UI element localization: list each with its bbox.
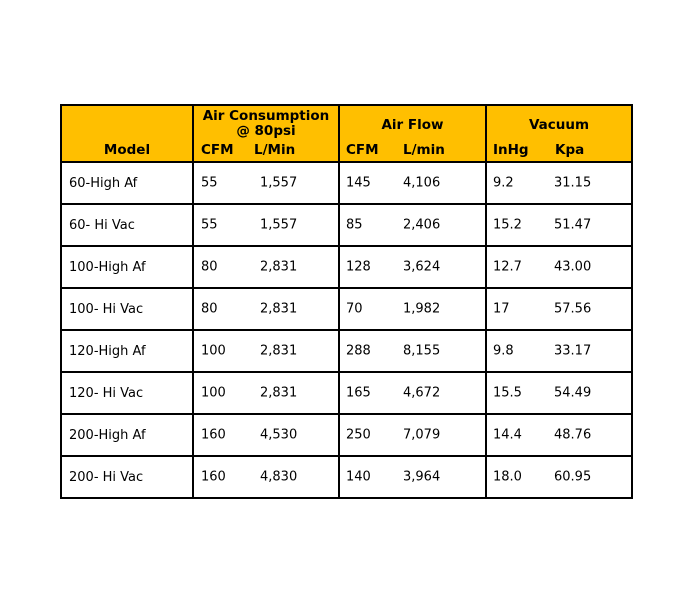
air-consumption-cell <box>193 330 339 372</box>
header-vacuum <box>486 105 632 162</box>
table-row <box>61 246 632 288</box>
vacuum-kpa-value: 51.47 <box>554 217 592 233</box>
air-consumption-cell <box>193 414 339 456</box>
model-cell <box>61 162 193 204</box>
air-flow-cell <box>339 204 486 246</box>
air-consumption-cell <box>193 204 339 246</box>
model-cell <box>61 456 193 498</box>
vacuum-kpa-label: Kpa <box>555 142 585 158</box>
table-row <box>61 330 632 372</box>
air-flow-cell <box>339 246 486 288</box>
air-flow-cell <box>339 372 486 414</box>
vacuum-cell <box>486 204 632 246</box>
air-flow-lmin-value: 1,982 <box>403 301 441 317</box>
model-cell <box>61 204 193 246</box>
vacuum-inhg-label: InHg <box>493 142 529 158</box>
air-consumption-cfm-value: 55 <box>201 175 218 191</box>
air-consumption-subtitle: @ 80psi <box>236 123 296 139</box>
vacuum-cell <box>486 456 632 498</box>
air-consumption-lmin-value: 2,831 <box>260 343 298 359</box>
vacuum-cell <box>486 414 632 456</box>
model-name: 120-High Af <box>69 343 146 359</box>
vacuum-inhg-value: 18.0 <box>493 469 522 485</box>
air-consumption-title: Air Consumption <box>202 108 330 124</box>
air-flow-cfm-value: 70 <box>346 301 363 317</box>
air-consumption-cfm-value: 80 <box>201 259 218 275</box>
header-model: Model <box>61 105 193 162</box>
vacuum-kpa-value: 48.76 <box>554 427 592 443</box>
air-flow-lmin-value: 7,079 <box>403 427 441 443</box>
air-flow-cfm-value: 128 <box>346 259 371 275</box>
air-consumption-cfm-value: 55 <box>201 217 218 233</box>
table-row <box>61 414 632 456</box>
vacuum-kpa-value: 54.49 <box>554 385 592 401</box>
air-flow-cfm-label: CFM <box>346 142 379 158</box>
model-cell <box>61 288 193 330</box>
model-name: 120- Hi Vac <box>69 385 144 401</box>
air-flow-lmin-value: 8,155 <box>403 343 441 359</box>
air-consumption-cell <box>193 246 339 288</box>
air-consumption-lmin-value: 2,831 <box>260 259 298 275</box>
air-consumption-lmin-value: 2,831 <box>260 385 298 401</box>
vacuum-kpa-value: 31.15 <box>554 175 592 191</box>
air-flow-cfm-value: 85 <box>346 217 363 233</box>
air-consumption-cfm-value: 160 <box>201 469 226 485</box>
model-name: 100-High Af <box>69 259 146 275</box>
air-flow-cfm-value: 165 <box>346 385 371 401</box>
air-consumption-cell <box>193 372 339 414</box>
air-flow-lmin-value: 3,964 <box>403 469 441 485</box>
table-row <box>61 204 632 246</box>
model-cell <box>61 246 193 288</box>
vacuum-cell <box>486 288 632 330</box>
vacuum-inhg-value: 14.4 <box>493 427 522 443</box>
vacuum-kpa-value: 43.00 <box>554 259 592 275</box>
air-flow-title: Air Flow <box>381 117 444 133</box>
air-flow-cell <box>339 414 486 456</box>
air-consumption-lmin-label: L/Min <box>254 142 296 158</box>
air-consumption-cell <box>193 162 339 204</box>
spec-table-body <box>61 105 632 498</box>
air-flow-cfm-value: 145 <box>346 175 371 191</box>
vacuum-inhg-value: 9.8 <box>493 343 514 359</box>
model-cell <box>61 372 193 414</box>
vacuum-cell <box>486 330 632 372</box>
air-flow-lmin-value: 3,624 <box>403 259 441 275</box>
vacuum-inhg-value: 17 <box>493 301 510 317</box>
air-flow-cell <box>339 456 486 498</box>
air-consumption-cfm-label: CFM <box>201 142 234 158</box>
air-flow-cell <box>339 330 486 372</box>
air-consumption-cell <box>193 288 339 330</box>
table-row <box>61 288 632 330</box>
vacuum-cell <box>486 162 632 204</box>
vacuum-inhg-value: 12.7 <box>493 259 522 275</box>
air-consumption-cfm-value: 100 <box>201 343 226 359</box>
air-flow-cfm-value: 140 <box>346 469 371 485</box>
model-name: 60- Hi Vac <box>69 217 135 233</box>
air-flow-cfm-value: 288 <box>346 343 371 359</box>
header-row <box>61 105 632 162</box>
air-consumption-cfm-value: 80 <box>201 301 218 317</box>
table-row <box>61 162 632 204</box>
air-flow-cfm-value: 250 <box>346 427 371 443</box>
air-flow-lmin-value: 4,672 <box>403 385 441 401</box>
table-row <box>61 372 632 414</box>
spec-table <box>60 104 633 499</box>
air-consumption-lmin-value: 4,830 <box>260 469 298 485</box>
air-consumption-cell <box>193 456 339 498</box>
vacuum-inhg-value: 15.2 <box>493 217 522 233</box>
air-consumption-lmin-value: 1,557 <box>260 217 298 233</box>
model-name: 200- Hi Vac <box>69 469 144 485</box>
vacuum-kpa-value: 33.17 <box>554 343 592 359</box>
vacuum-kpa-value: 60.95 <box>554 469 592 485</box>
model-name: 100- Hi Vac <box>69 301 144 317</box>
model-cell <box>61 414 193 456</box>
model-cell <box>61 330 193 372</box>
air-flow-lmin-value: 2,406 <box>403 217 441 233</box>
air-consumption-lmin-value: 4,530 <box>260 427 298 443</box>
air-consumption-cfm-value: 160 <box>201 427 226 443</box>
model-name: 60-High Af <box>69 175 138 191</box>
vacuum-inhg-value: 9.2 <box>493 175 514 191</box>
vacuum-inhg-value: 15.5 <box>493 385 522 401</box>
table-row <box>61 456 632 498</box>
vacuum-cell <box>486 372 632 414</box>
vacuum-cell <box>486 246 632 288</box>
header-air-flow <box>339 105 486 162</box>
vacuum-kpa-value: 57.56 <box>554 301 592 317</box>
air-consumption-lmin-value: 1,557 <box>260 175 298 191</box>
air-flow-lmin-label: L/min <box>403 142 445 158</box>
air-consumption-cfm-value: 100 <box>201 385 226 401</box>
air-flow-cell <box>339 288 486 330</box>
header-air-consumption <box>193 105 339 162</box>
air-consumption-lmin-value: 2,831 <box>260 301 298 317</box>
air-flow-cell <box>339 162 486 204</box>
air-flow-lmin-value: 4,106 <box>403 175 441 191</box>
vacuum-title: Vacuum <box>528 117 590 133</box>
model-name: 200-High Af <box>69 427 146 443</box>
